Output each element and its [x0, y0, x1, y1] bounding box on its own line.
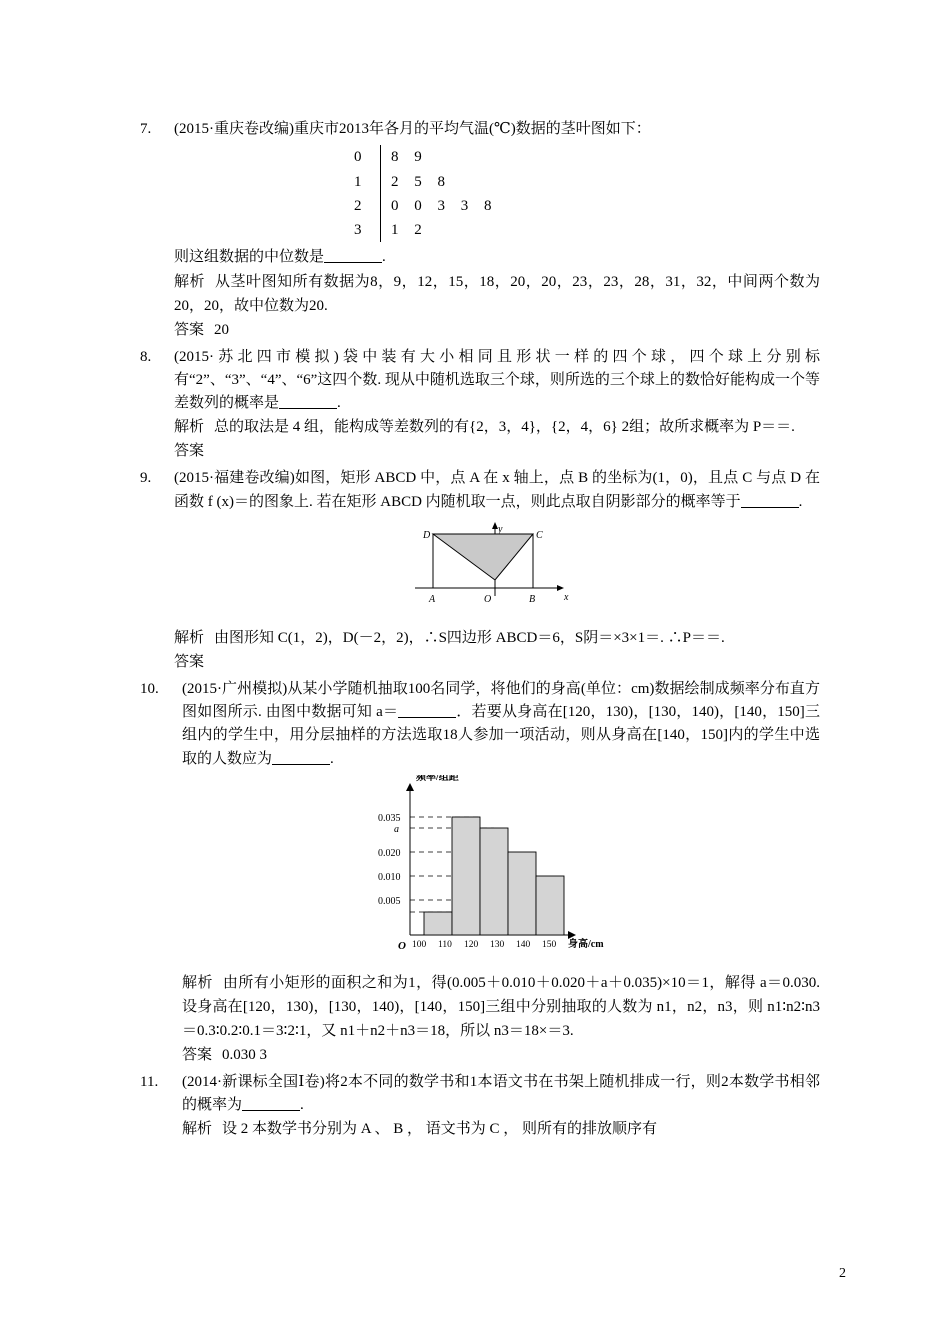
svg-text:a: a [394, 823, 399, 835]
stem-value: 2 [354, 197, 362, 214]
question-10-answer [182, 1043, 820, 1067]
question-8-solution [174, 415, 820, 439]
svg-text:A: A [429, 593, 436, 605]
question-10-text-mid: ．若要从身高在[120，130)，[130，140)，[140，150]三组内的学生中，用分层抽样的方法选取18人参加一项活动，则从身高在[140，150]内的学生中选取的人数应为 [182, 704, 820, 767]
page-number: 2 [839, 1266, 846, 1281]
leaf-values: 1 2 [380, 218, 428, 242]
svg-text:O: O [484, 593, 492, 605]
stem-leaf-row [354, 170, 820, 194]
solution-label: 解析 [182, 1121, 213, 1138]
question-10 [140, 678, 820, 1067]
answer-label: 答案 [174, 321, 205, 338]
question-8-answer [174, 439, 820, 463]
stem-leaf-row [354, 194, 820, 218]
question-11-period: . [300, 1097, 304, 1114]
solution-label: 解析 [174, 629, 205, 646]
stem-and-leaf-plot [140, 145, 820, 242]
question-7 [140, 118, 820, 342]
svg-text:y: y [498, 523, 503, 535]
answer-blank[interactable] [741, 492, 799, 507]
stem-value: 0 [354, 149, 362, 166]
question-11-text: (2014·新课标全国Ⅰ卷)将2本不同的数学书和1本语文书在书架上随机排成一行，则2本数学书相邻的概率为 [182, 1073, 820, 1114]
question-7-answer [174, 318, 820, 342]
question-7-stem: (2015·重庆卷改编)重庆市2013年各月的平均气温(℃)数据的茎叶图如下： [174, 121, 651, 137]
question-10-number: 10. [140, 680, 159, 697]
question-8-number: 8. [140, 348, 152, 365]
svg-text:150: 150 [542, 939, 557, 950]
solution-label: 解析 [174, 419, 205, 436]
svg-text:D: D [423, 529, 431, 541]
svg-text:0.020: 0.020 [378, 847, 401, 859]
question-8 [140, 346, 820, 464]
question-7-prompt [174, 246, 820, 269]
solution-label: 解析 [174, 273, 206, 290]
svg-text:110: 110 [438, 939, 452, 950]
solution-label: 解析 [182, 974, 213, 991]
stem-leaf-row [354, 218, 820, 242]
svg-text:100: 100 [412, 939, 427, 950]
question-7-number: 7. [140, 121, 152, 137]
stem-leaf-row [354, 145, 820, 169]
solution-text: 从茎叶图知所有数据为8，9，12，15，18，20，20，23，23，28，31，32，中间两个数为20，20，故中位数为20. [174, 273, 820, 314]
question-9-text: (2015·福建卷改编)如图，矩形 ABCD 中，点 A 在 x 轴上，点 B 的坐标为(1，0)，且点 C 与点 D 在函数 f (x)＝的图象上. 若在矩形 ABCD 内随机取一点，则此点取自阴影部分的概率等于 [174, 470, 820, 510]
question-11-stem [182, 1071, 820, 1118]
solution-text: 总的取法是 4 组，能构成等差数列的有{2，3，4}，{2，4，6} 2组；故所求概率为 P＝＝. [214, 419, 795, 436]
svg-text:130: 130 [490, 939, 505, 950]
question-8-stem [174, 346, 820, 416]
solution-text: 由所有小矩形的面积之和为1，得(0.005＋0.010＋0.020＋a＋0.035)×10＝1，解得 a＝0.030. 设身高在[120，130)，[130，140)，[140，150]三组中分别抽取的人数为 n1，n2，n3，则 n1∶n2∶n3＝0.3∶0.2∶0.1＝3∶2∶1，又 n1＋n2＋n3＝18，所以 n3＝18×＝3. [182, 974, 820, 1039]
svg-text:频率/组距: 频率/组距 [416, 774, 459, 783]
question-7-solution [174, 270, 820, 318]
question-8-text: (2015·苏北四市模拟)袋中装有大小相同且形状一样的四个球，四个球上分别标有“2”、“3”、“4”、“6”这四个数. 现从中随机选取三个球，则所选的三个球上的数恰好能构成一个等差数列的概率是 [174, 348, 820, 412]
rectangle-figure-svg [140, 520, 820, 616]
leaf-values: 8 9 [380, 145, 428, 169]
question-11 [140, 1071, 820, 1142]
question-9-answer [174, 650, 820, 674]
leaf-values: 0 0 3 3 8 [380, 194, 498, 218]
question-9-number: 9. [140, 470, 152, 487]
answer-blank[interactable] [279, 394, 337, 409]
svg-text:C: C [536, 529, 543, 541]
document-content [140, 118, 820, 1145]
solution-text: 由图形知 C(1，2)，D(－2，2)，∴S四边形 ABCD＝6，S阴＝×3×1＝. ∴P＝＝. [214, 629, 725, 646]
answer-text: 20 [214, 321, 230, 338]
question-9-period: . [798, 493, 803, 510]
question-7-prompt-period: . [382, 249, 386, 266]
histogram-svg [140, 775, 820, 963]
rectangle-shaded-figure [140, 520, 820, 616]
svg-text:0.005: 0.005 [378, 895, 401, 907]
question-11-number: 11. [140, 1073, 159, 1090]
svg-text:0.035: 0.035 [378, 812, 401, 824]
question-9-solution [174, 626, 820, 650]
svg-text:140: 140 [516, 939, 531, 950]
answer-blank[interactable] [324, 248, 382, 263]
answer-text: 0.030 3 [222, 1046, 268, 1063]
stem-value: 1 [354, 173, 362, 190]
answer-label: 答案 [174, 653, 205, 670]
answer-label: 答案 [182, 1046, 213, 1063]
question-10-period: . [330, 750, 334, 767]
question-8-period: . [337, 395, 341, 412]
question-11-solution [182, 1117, 820, 1141]
question-10-solution [182, 971, 820, 1043]
svg-text:身高/cm: 身高/cm [568, 938, 604, 950]
question-10-stem [182, 678, 820, 771]
question-9 [140, 467, 820, 674]
question-10-text: (2015·广州模拟)从某小学随机抽取100名同学，将他们的身高(单位：cm)数据绘制成频率分布直方图如图所示. 由图中数据可知 a＝ [182, 680, 820, 721]
answer-blank[interactable] [242, 1096, 300, 1111]
svg-text:O: O [398, 939, 406, 952]
svg-text:B: B [529, 593, 536, 605]
svg-text:x: x [564, 591, 569, 603]
answer-blank[interactable] [398, 703, 456, 718]
svg-text:0.010: 0.010 [378, 871, 401, 883]
answer-label: 答案 [174, 443, 205, 460]
stem-value: 3 [354, 222, 362, 239]
leaf-values: 2 5 8 [380, 170, 451, 194]
question-9-stem [174, 467, 820, 514]
question-7-prompt-text: 则这组数据的中位数是 [174, 249, 325, 266]
solution-text: 设 2 本数学书分别为 A 、 B ， 语文书为 C ， 则所有的排放顺序有 [222, 1121, 658, 1138]
svg-text:120: 120 [464, 939, 479, 950]
frequency-histogram [140, 775, 820, 963]
answer-blank[interactable] [272, 749, 330, 764]
